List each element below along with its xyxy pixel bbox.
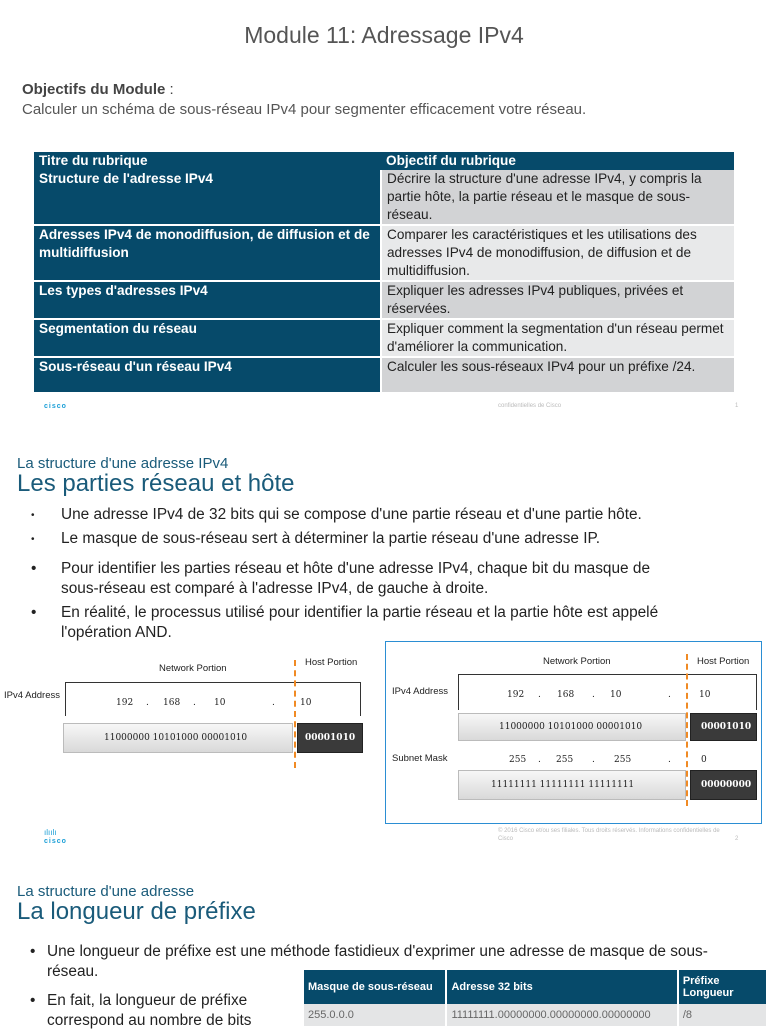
topic-title: Structure de l'adresse IPv4 bbox=[34, 170, 381, 225]
prefix-table bbox=[304, 970, 768, 1026]
header-subnet-mask: Masque de sous-réseau bbox=[304, 970, 446, 1004]
bullet-icon: • bbox=[30, 943, 36, 960]
ipv4-address-label: IPv4 Address bbox=[392, 686, 448, 697]
binary-network-bar: 11000000 10101000 00001010 bbox=[458, 713, 686, 741]
objectives-heading bbox=[22, 81, 174, 98]
list-item bbox=[0, 991, 277, 1031]
header-32bit-address: Adresse 32 bits bbox=[446, 970, 677, 1004]
topic-title: Segmentation du réseau bbox=[34, 319, 381, 357]
slide1-page-number: 1 bbox=[735, 403, 739, 409]
header-topic-objective: Objectif du rubrique bbox=[381, 152, 734, 170]
cell-prefix-length: /8 bbox=[678, 1004, 767, 1026]
table-row bbox=[34, 170, 734, 225]
host-portion-label: Host Portion bbox=[305, 657, 358, 668]
mask-octet-3: 255 bbox=[614, 755, 632, 765]
network-portion-label: Network Portion bbox=[159, 663, 227, 674]
bullet-icon: • bbox=[31, 510, 35, 521]
host-portion-label: Host Portion bbox=[697, 656, 750, 667]
octet-dot: . bbox=[592, 755, 595, 765]
header-prefix-length: Préfixe Longueur bbox=[678, 970, 767, 1004]
mask-octet-2: 255 bbox=[556, 755, 574, 765]
octet-dot: . bbox=[668, 690, 671, 700]
list-item bbox=[17, 505, 737, 525]
binary-network-bar: 11000000 10101000 00001010 bbox=[63, 723, 293, 753]
header-topic-title: Titre du rubrique bbox=[34, 152, 381, 170]
host-octet: 10 bbox=[300, 698, 312, 708]
list-item bbox=[17, 559, 737, 599]
topic-objective: Décrire la structure d'une adresse IPv4, y compris la partie hôte, la partie réseau et le masque de sous-réseau. bbox=[381, 170, 734, 225]
objectives-text: Calculer un schéma de sous-réseau IPv4 pour segmenter efficacement votre réseau. bbox=[22, 101, 587, 118]
ipv4-address-label: IPv4 Address bbox=[4, 690, 60, 701]
slide2-title: Les parties réseau et hôte bbox=[17, 470, 295, 497]
host-octet: 10 bbox=[699, 690, 711, 700]
slide2-bullets bbox=[17, 505, 737, 643]
slide1-footer: confidentielles de Cisco bbox=[498, 403, 562, 409]
network-portion-label: Network Portion bbox=[543, 656, 611, 667]
table-row bbox=[34, 281, 734, 319]
objectives-colon: : bbox=[165, 81, 174, 98]
octet-dot: . bbox=[272, 698, 275, 708]
subnet-mask-label: Subnet Mask bbox=[392, 753, 448, 764]
cell-subnet-mask: 255.0.0.0 bbox=[304, 1004, 446, 1026]
topic-title: Les types d'adresses IPv4 bbox=[34, 281, 381, 319]
prefix-table-header bbox=[304, 970, 767, 1004]
bullet-text: Pour identifier les parties réseau et hôte d'une adresse IPv4, chaque bit du masque de sous-réseau est comparé à l'adresse IPv4, de gauche à droite. bbox=[61, 560, 651, 597]
topic-objective: Comparer les caractéristiques et les utilisations des adresses IPv4 de monodiffusion, de diffusion et de multidiffusion. bbox=[381, 225, 734, 281]
bullet-text: Une longueur de préfixe est une méthode fastidieux d'exprimer une adresse de masque de sous-réseau. bbox=[47, 943, 708, 980]
binary-mask-network-bar: 11111111 11111111 11111111 bbox=[458, 770, 686, 800]
octet-2: 168 bbox=[557, 690, 575, 700]
octet-dot: . bbox=[668, 755, 671, 765]
slide2-footer: © 2016 Cisco et/ou ses filiales. Tous droits réservés. Informations confidentielles de Cisco bbox=[498, 828, 720, 842]
bullet-text: En réalité, le processus utilisé pour identifier la partie réseau et la partie hôte est appelé l'opération AND. bbox=[61, 604, 659, 641]
bullet-icon: • bbox=[30, 992, 36, 1009]
network-host-divider bbox=[294, 660, 296, 768]
slide3-subtitle: La structure d'une adresse bbox=[17, 883, 195, 900]
binary-mask-host-box: 00000000 bbox=[690, 770, 757, 800]
binary-host-box: 00001010 bbox=[297, 723, 363, 753]
list-item bbox=[17, 603, 737, 643]
octet-dot: . bbox=[193, 698, 196, 708]
octet-1: 192 bbox=[507, 690, 525, 700]
cell-32bit-address: 11111111.00000000.00000000.00000000 bbox=[446, 1004, 677, 1026]
table-row bbox=[34, 319, 734, 357]
mask-octet-1: 255 bbox=[509, 755, 527, 765]
topic-objective: Expliquer les adresses IPv4 publiques, privées et réservées. bbox=[381, 281, 734, 319]
bullet-text: En fait, la longueur de préfixe correspond au nombre de bits bbox=[47, 992, 252, 1029]
octet-dot: . bbox=[538, 755, 541, 765]
topic-title: Sous-réseau d'un réseau IPv4 bbox=[34, 357, 381, 393]
octet-3: 10 bbox=[214, 698, 226, 708]
objectives-label: Objectifs du Module bbox=[22, 81, 166, 98]
octet-1: 192 bbox=[116, 698, 134, 708]
octet-dot: . bbox=[592, 690, 595, 700]
list-item bbox=[17, 529, 737, 549]
bullet-text: Une adresse IPv4 de 32 bits qui se compose d'une partie réseau et d'une partie hôte. bbox=[61, 506, 642, 523]
network-host-divider bbox=[686, 654, 688, 806]
address-frame bbox=[65, 682, 361, 716]
topics-table bbox=[34, 152, 734, 394]
slide1-title: Module 11: Adressage IPv4 bbox=[244, 22, 524, 48]
table-row bbox=[34, 225, 734, 281]
topic-objective: Calculer les sous-réseaux IPv4 pour un préfixe /24. bbox=[381, 357, 734, 393]
slide2-subtitle: La structure d'une adresse IPv4 bbox=[17, 455, 229, 472]
table-row bbox=[304, 1004, 767, 1026]
cisco-logo: cisco bbox=[44, 403, 67, 410]
slide2-page-number: 2 bbox=[735, 836, 739, 842]
cisco-logo: cisco bbox=[44, 838, 67, 845]
topic-objective: Expliquer comment la segmentation d'un réseau permet d'améliorer la communication. bbox=[381, 319, 734, 357]
table-row bbox=[34, 357, 734, 393]
address-frame bbox=[458, 674, 757, 710]
binary-host-box: 00001010 bbox=[690, 713, 757, 741]
cisco-logo-bars-icon: ılıılı bbox=[44, 828, 57, 837]
bullet-icon: • bbox=[31, 534, 35, 545]
octet-3: 10 bbox=[610, 690, 622, 700]
topics-table-header bbox=[34, 152, 734, 170]
slide3-title: La longueur de préfixe bbox=[17, 898, 256, 925]
bullet-text: Le masque de sous-réseau sert à déterminer la partie réseau d'une adresse IP. bbox=[61, 530, 601, 547]
mask-host-octet: 0 bbox=[701, 755, 707, 765]
octet-dot: . bbox=[538, 690, 541, 700]
bullet-icon: • bbox=[31, 560, 37, 577]
octet-2: 168 bbox=[163, 698, 181, 708]
topic-title: Adresses IPv4 de monodiffusion, de diffusion et de multidiffusion bbox=[34, 225, 381, 281]
bullet-icon: • bbox=[31, 604, 37, 621]
octet-dot: . bbox=[146, 698, 149, 708]
